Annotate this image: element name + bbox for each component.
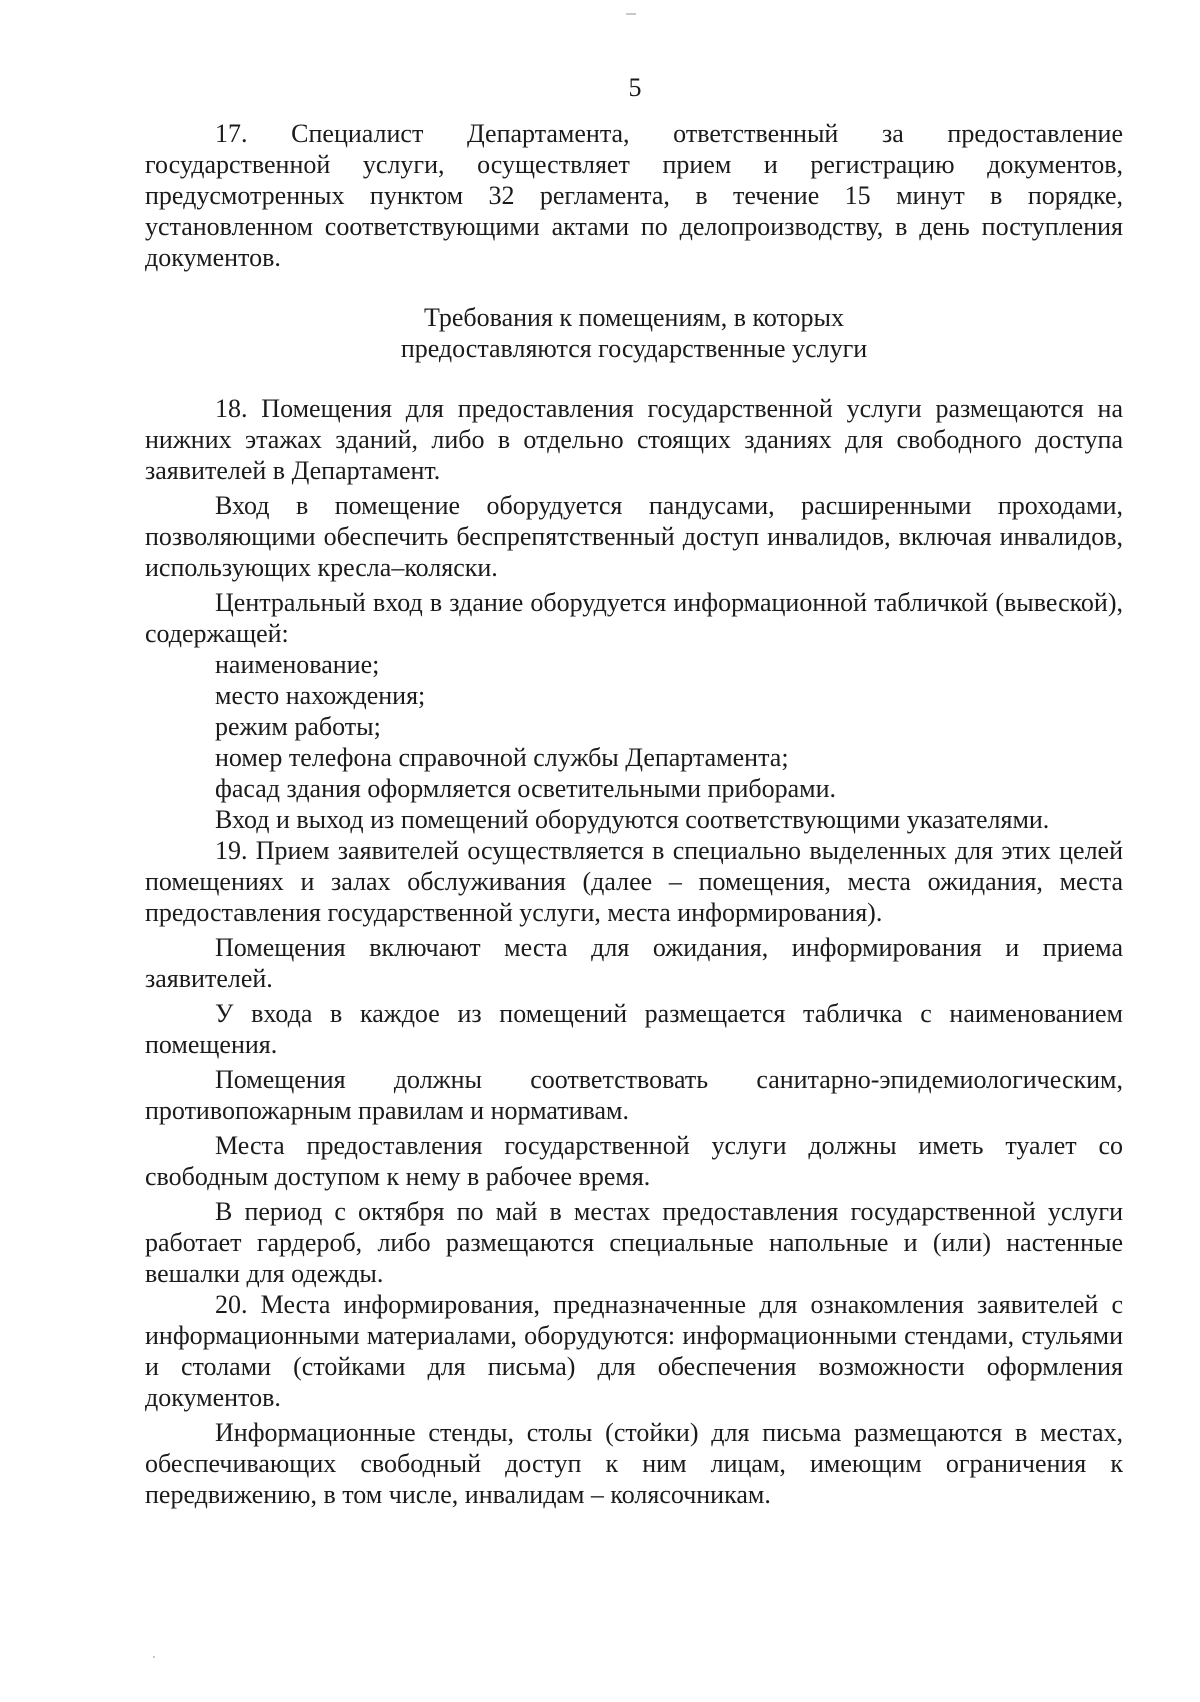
section-heading [145, 302, 1123, 364]
scan-speck-bottom [153, 1656, 155, 1658]
scan-speck-top [626, 13, 636, 15]
list-item-phone: номер телефона справочной службы Департамента; [215, 743, 789, 772]
section-heading-line-1: Требования к помещениям, в которых [424, 303, 844, 332]
list-item-hours: режим работы; [215, 712, 381, 741]
paragraph-19-toilet: Места предоставления государственной услуги должны иметь туалет со свободным доступом к нему в рабочее время. [145, 1131, 1123, 1191]
document-body [145, 118, 1123, 1510]
page-number: 5 [628, 73, 642, 102]
list-item-location: место нахождения; [215, 681, 426, 710]
paragraph-18-signage: Центральный вход в здание оборудуется информационной табличкой (вывеской), содержащей: [145, 588, 1123, 648]
paragraph-19: 19. Прием заявителей осуществляется в специально выделенных для этих целей помещениях и залах обслуживания (далее – помещения, места ожидания, места предоставления государственной услуги, места информирования). [145, 836, 1123, 927]
paragraph-20: 20. Места информирования, предназначенные для ознакомления заявителей с информационными материалами, оборудуются: информационными стендами, стульями и столами (стойками для письма) для обеспечения возможности оформления документов. [145, 1290, 1123, 1412]
paragraph-19-wardrobe: В период с октября по май в местах предоставления государственной услуги работает гардероб, либо размещаются специальные напольные и (или) настенные вешалки для одежды. [145, 1197, 1123, 1288]
paragraph-18-exits: Вход и выход из помещений оборудуются соответствующими указателями. [215, 805, 1050, 834]
paragraph-20-stands: Информационные стенды, столы (стойки) для письма размещаются в местах, обеспечивающих свободный доступ к ним лицам, имеющим ограничения к передвижению, в том числе, инвалидам – колясочникам. [145, 1418, 1123, 1509]
list-item-facade: фасад здания оформляется осветительными приборами. [215, 774, 837, 803]
paragraph-19-plate: У входа в каждое из помещений размещается табличка с наименованием помещения. [145, 999, 1123, 1059]
paragraph-19-sanitary: Помещения должны соответствовать санитарно-эпидемиологическим, противопожарным правилам и нормативам. [145, 1065, 1123, 1125]
list-item-name: наименование; [215, 650, 380, 679]
paragraph-18: 18. Помещения для предоставления государственной услуги размещаются на нижних этажах зданий, либо в отдельно стоящих зданиях для свободного доступа заявителей в Департамент. [145, 394, 1123, 485]
paragraph-18-entrance: Вход в помещение оборудуется пандусами, расширенными проходами, позволяющими обеспечить беспрепятственный доступ инвалидов, включая инвалидов, использующих кресла–коляски. [145, 491, 1123, 582]
section-heading-line-2: предоставляются государственные услуги [400, 334, 868, 363]
paragraph-17: 17. Специалист Департамента, ответственный за предоставление государственной услуги, осуществляет прием и регистрацию документов, предусмотренных пунктом 32 регламента, в течение 15 минут в порядке, установленном соответствующими актами по делопроизводству, в день поступления документов. [145, 119, 1123, 272]
paragraph-19-premises: Помещения включают места для ожидания, информирования и приема заявителей. [145, 933, 1123, 993]
